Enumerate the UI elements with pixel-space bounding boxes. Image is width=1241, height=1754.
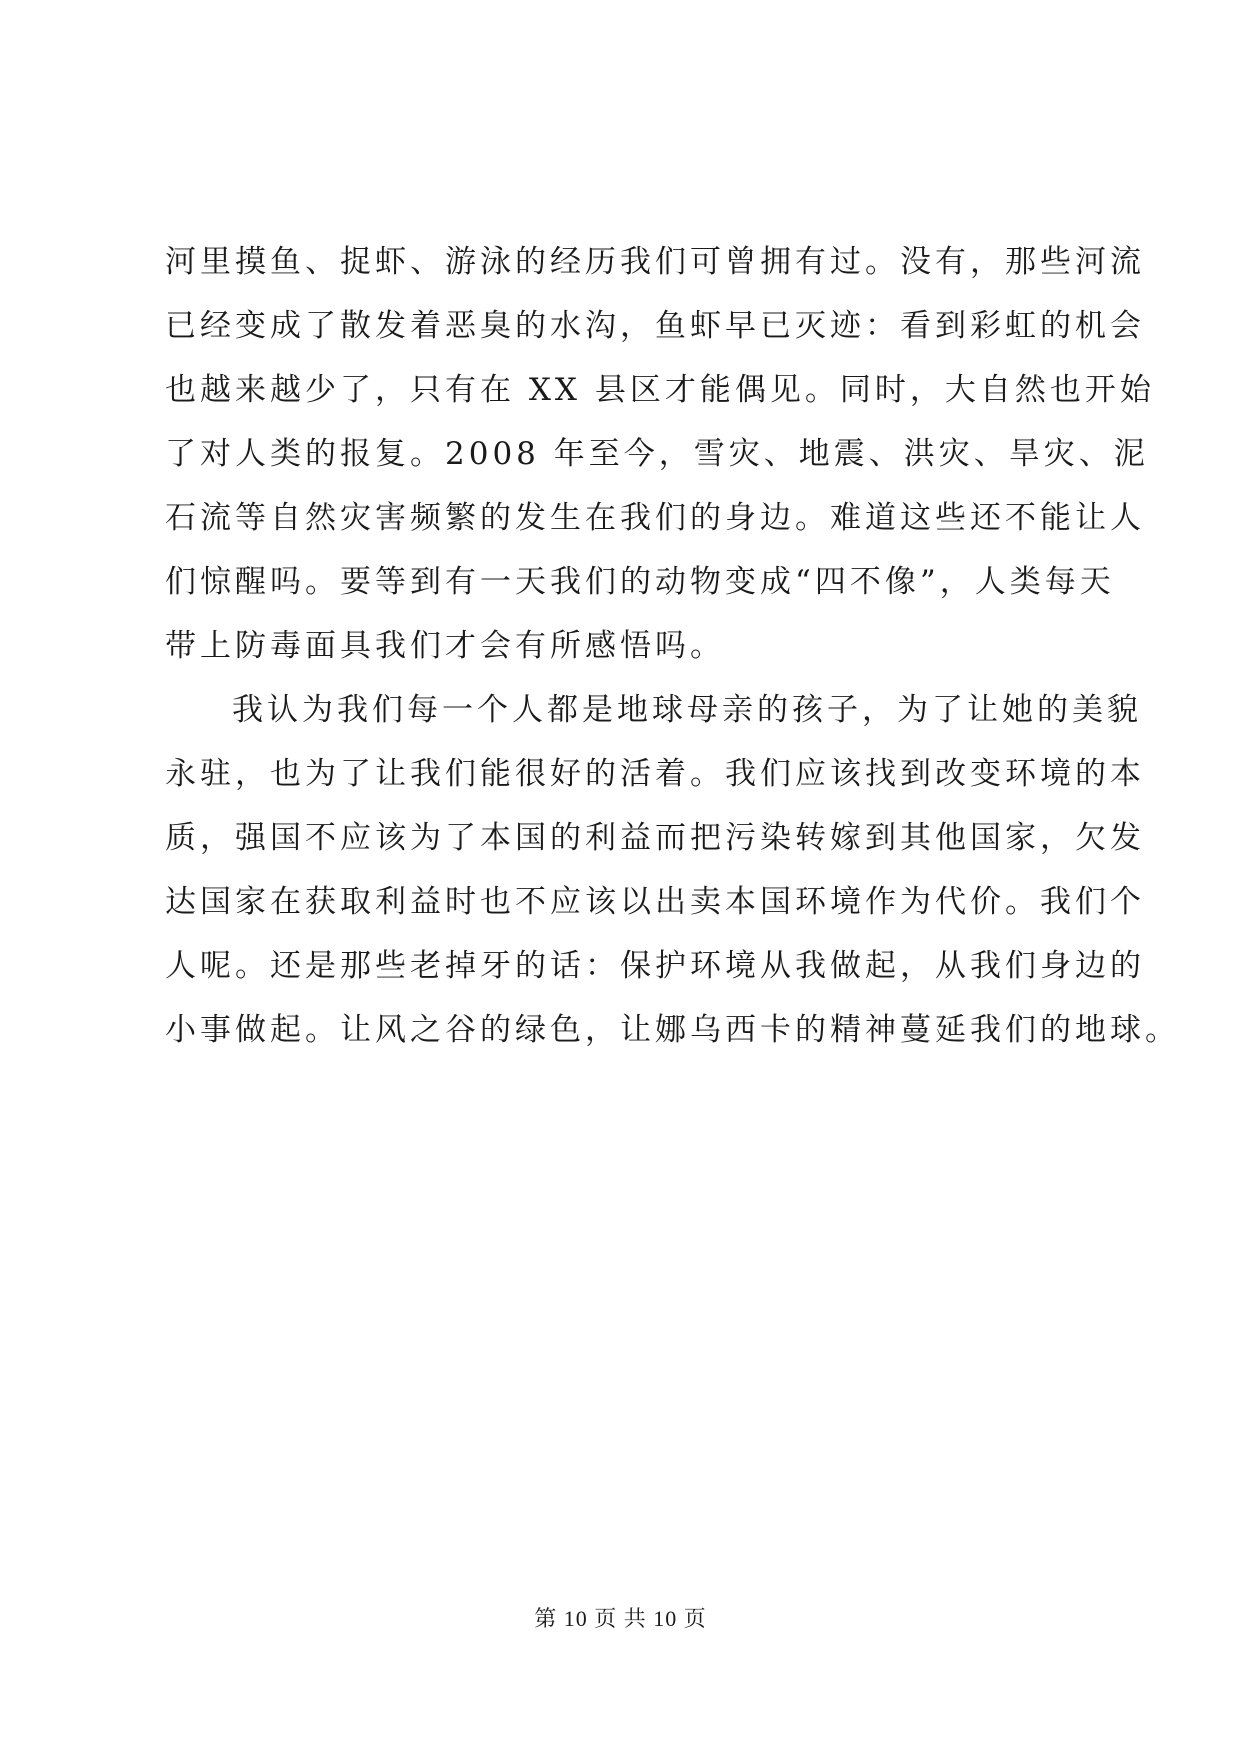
text-line: 小事做起。让风之谷的绿色，让娜乌西卡的精神蔓延我们的地球。 [165, 1012, 1180, 1048]
text-line: 质，强国不应该为了本国的利益而把污染转嫁到其他国家，欠发 [165, 820, 1145, 856]
text-line: 了对人类的报复。2008 年至今，雪灾、地震、洪灾、旱灾、泥 [165, 436, 1149, 472]
text-line: 人呢。还是那些老掉牙的话：保护环境从我做起，从我们身边的 [165, 948, 1145, 984]
document-body [165, 230, 1180, 1062]
page-number-footer: 第 10 页 共 10 页 [534, 1606, 707, 1631]
text-line: 也越来越少了，只有在 XX 县区才能偶见。同时，大自然也开始 [165, 372, 1155, 408]
text-line: 们惊醒吗。要等到有一天我们的动物变成“四不像”，人类每天 [165, 564, 1115, 600]
text-line: 已经变成了散发着恶臭的水沟，鱼虾早已灭迹：看到彩虹的机会 [165, 308, 1145, 344]
text-line: 达国家在获取利益时也不应该以出卖本国环境作为代价。我们个 [165, 884, 1145, 920]
text-line: 河里摸鱼、捉虾、游泳的经历我们可曾拥有过。没有，那些河流 [165, 244, 1145, 280]
text-line: 石流等自然灾害频繁的发生在我们的身边。难道这些还不能让人 [165, 500, 1145, 536]
text-line: 带上防毒面具我们才会有所感悟吗。 [165, 628, 725, 664]
paragraph-first-line: 我认为我们每一个人都是地球母亲的孩子，为了让她的美貌 [232, 692, 1142, 728]
text-line: 永驻，也为了让我们能很好的活着。我们应该找到改变环境的本 [165, 756, 1145, 792]
